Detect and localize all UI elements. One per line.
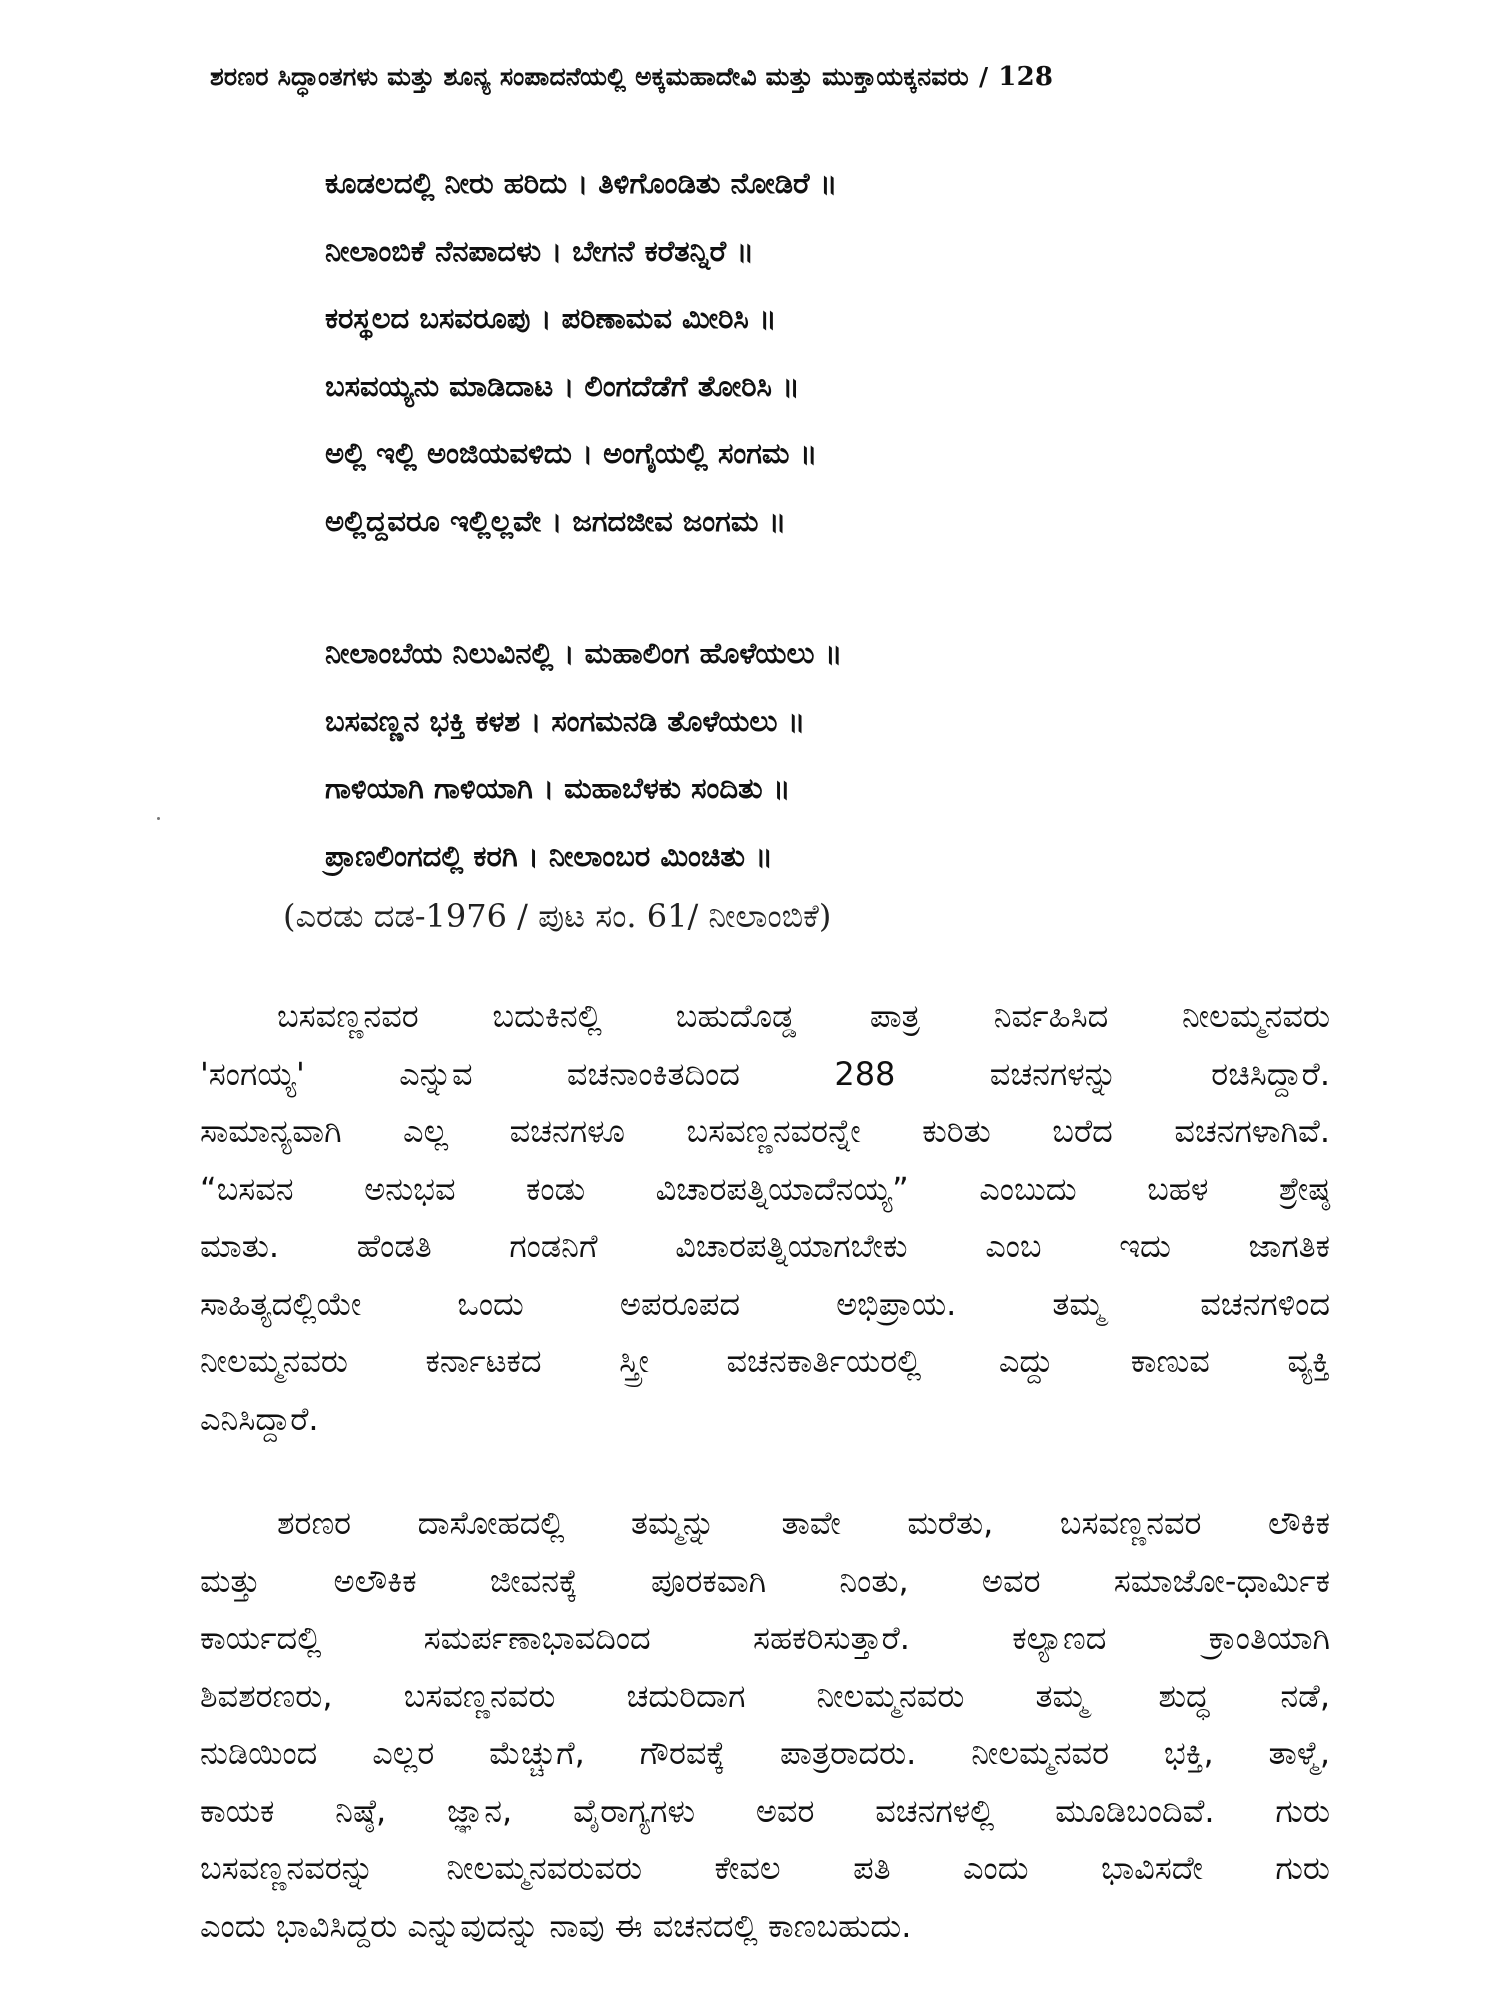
poem-line: ಬಸವಯ್ಯನು ಮಾಡಿದಾಟ । ಲಿಂಗದೆಡೆಗೆ ತೋರಿಸಿ ॥: [325, 368, 800, 403]
paragraph-line: ಶರಣರ ದಾಸೋಹದಲ್ಲಿ ತಮ್ಮನ್ನು ತಾವೇ ಮರೆತು, ಬಸವಣ್ಣನವರ ಲೌಕಿಕ: [277, 1504, 1330, 1542]
paragraph-line: ಕಾಯಕ ನಿಷ್ಠೆ, ಜ್ಞಾನ, ವೈರಾಗ್ಯಗಳು ಅವರ ವಚನಗಳಲ್ಲಿ ಮೂಡಿಬಂದಿವೆ. ಗುರು: [200, 1791, 1330, 1830]
paragraph-line: ನುಡಿಯಿಂದ ಎಲ್ಲರ ಮೆಚ್ಚುಗೆ, ಗೌರವಕ್ಕೆ ಪಾತ್ರರಾದರು. ನೀಲಮ್ಮನವರ ಭಕ್ತಿ, ತಾಳ್ಮೆ,: [200, 1734, 1330, 1772]
paragraph-line: ಶಿವಶರಣರು, ಬಸವಣ್ಣನವರು ಚದುರಿದಾಗ ನೀಲಮ್ಮನವರು ತಮ್ಮ ಶುದ್ಧ ನಡೆ,: [200, 1676, 1330, 1715]
poem-citation: (ಎರಡು ದಡ-1976 / ಪುಟ ಸಂ. 61/ ನೀಲಾಂಬಿಕೆ): [283, 897, 832, 935]
poem-line: ಕೂಡಲದಲ್ಲಿ ನೀರು ಹರಿದು । ತಿಳಿಗೊಂಡಿತು ನೋಡಿರೆ ॥: [325, 166, 838, 200]
poem-line: ಅಲ್ಲಿದ್ದವರೂ ಇಲ್ಲಿಲ್ಲವೇ । ಜಗದಜೀವ ಜಂಗಮ ॥: [325, 503, 787, 538]
scan-speck: [157, 817, 160, 820]
paragraph-line: ಸಾಹಿತ್ಯದಲ್ಲಿಯೇ ಒಂದು ಅಪರೂಪದ ಅಭಿಪ್ರಾಯ. ತಮ್ಮ ವಚನಗಳಿಂದ: [200, 1284, 1330, 1323]
paragraph-line: ಬಸವಣ್ಣನವರನ್ನು ನೀಲಮ್ಮನವರುವರು ಕೇವಲ ಪತಿ ಎಂದು ಭಾವಿಸದೇ ಗುರು: [200, 1849, 1330, 1887]
paragraph-line: ನೀಲಮ್ಮನವರು ಕರ್ನಾಟಕದ ಸ್ತ್ರೀ ವಚನಕಾರ್ತಿಯರಲ್ಲಿ ಎದ್ದು ಕಾಣುವ ವ್ಯಕ್ತಿ: [200, 1342, 1330, 1380]
poem-line: ಕರಸ್ಥಲದ ಬಸವರೂಪು । ಪರಿಣಾಮವ ಮೀರಿಸಿ ॥: [325, 301, 777, 335]
poem-line: ಅಲ್ಲಿ ಇಲ್ಲಿ ಅಂಜಿಯವಳಿದು । ಅಂಗೈಯಲ್ಲಿ ಸಂಗಮ ॥: [325, 436, 818, 470]
paragraph-line: ಮಾತು. ಹೆಂಡತಿ ಗಂಡನಿಗೆ ವಿಚಾರಪತ್ನಿಯಾಗಬೇಕು ಎಂಬ ಇದು ಜಾಗತಿಕ: [200, 1227, 1330, 1265]
paragraph-line: ಎಂದು ಭಾವಿಸಿದ್ದರು ಎನ್ನುವುದನ್ನು ನಾವು ಈ ವಚನದಲ್ಲಿ ಕಾಣಬಹುದು.: [200, 1906, 912, 1945]
header-title: ಶರಣರ ಸಿದ್ಧಾಂತಗಳು ಮತ್ತು ಶೂನ್ಯ ಸಂಪಾದನೆಯಲ್ಲಿ ಅಕ್ಕಮಹಾದೇವಿ ಮತ್ತು ಮುಕ್ತಾಯಕ್ಕನವರು: [210, 62, 969, 91]
paragraph-line: ಎನಿಸಿದ್ದಾರೆ.: [200, 1399, 319, 1438]
poem-line: ನೀಲಾಂಬಿಕೆ ನೆನಪಾದಳು । ಬೇಗನೆ ಕರೆತನ್ನಿರೆ ॥: [325, 233, 754, 268]
poem-stanza-2: [325, 620, 1225, 890]
poem-line: ಗಾಳಿಯಾಗಿ ಗಾಳಿಯಾಗಿ । ಮಹಾಬೆಳಕು ಸಂದಿತು ॥: [325, 771, 791, 805]
poem-line: ಪ್ರಾಣಲಿಂಗದಲ್ಲಿ ಕರಗಿ । ನೀಲಾಂಬರ ಮಿಂಚಿತು ॥: [325, 838, 773, 873]
paragraph-1: [200, 988, 1330, 1448]
poem-stanza-1: [325, 150, 1225, 555]
paragraph-line: ಮತ್ತು ಅಲೌಕಿಕ ಜೀವನಕ್ಕೆ ಪೂರಕವಾಗಿ ನಿಂತು, ಅವರ ಸಮಾಜೋ-ಧಾರ್ಮಿಕ: [200, 1561, 1330, 1600]
page-number: 128: [998, 62, 1054, 92]
paragraph-2: [200, 1495, 1330, 1955]
paragraph-line: 'ಸಂಗಯ್ಯ' ಎನ್ನುವ ವಚನಾಂಕಿತದಿಂದ 288 ವಚನಗಳನ್ನು ರಚಿಸಿದ್ದಾರೆ.: [200, 1054, 1330, 1093]
paragraph-line: ಕಾರ್ಯದಲ್ಲಿ ಸಮರ್ಪಣಾಭಾವದಿಂದ ಸಹಕರಿಸುತ್ತಾರೆ. ಕಲ್ಯಾಣದ ಕ್ರಾಂತಿಯಾಗಿ: [200, 1619, 1330, 1657]
paragraph-line: ಸಾಮಾನ್ಯವಾಗಿ ಎಲ್ಲ ವಚನಗಳೂ ಬಸವಣ್ಣನವರನ್ನೇ ಕುರಿತು ಬರೆದ ವಚನಗಳಾಗಿವೆ.: [200, 1112, 1330, 1150]
running-header: [210, 62, 1320, 92]
paragraph-line: ಬಸವಣ್ಣನವರ ಬದುಕಿನಲ್ಲಿ ಬಹುದೊಡ್ಡ ಪಾತ್ರ ನಿರ್ವಹಿಸಿದ ನೀಲಮ್ಮನವರು: [277, 997, 1330, 1035]
paragraph-line: “ಬಸವನ ಅನುಭವ ಕಂಡು ವಿಚಾರಪತ್ನಿಯಾದೆನಯ್ಯ” ಎಂಬುದು ಬಹಳ ಶ್ರೇಷ್ಠ: [200, 1169, 1330, 1208]
poem-line: ನೀಲಾಂಬೆಯ ನಿಲುವಿನಲ್ಲಿ । ಮಹಾಲಿಂಗ ಹೊಳೆಯಲು ॥: [325, 636, 843, 670]
poem-line: ಬಸವಣ್ಣನ ಭಕ್ತಿ ಕಳಶ । ಸಂಗಮನಡಿ ತೊಳೆಯಲು ॥: [325, 703, 806, 738]
header-separator: /: [978, 62, 989, 91]
